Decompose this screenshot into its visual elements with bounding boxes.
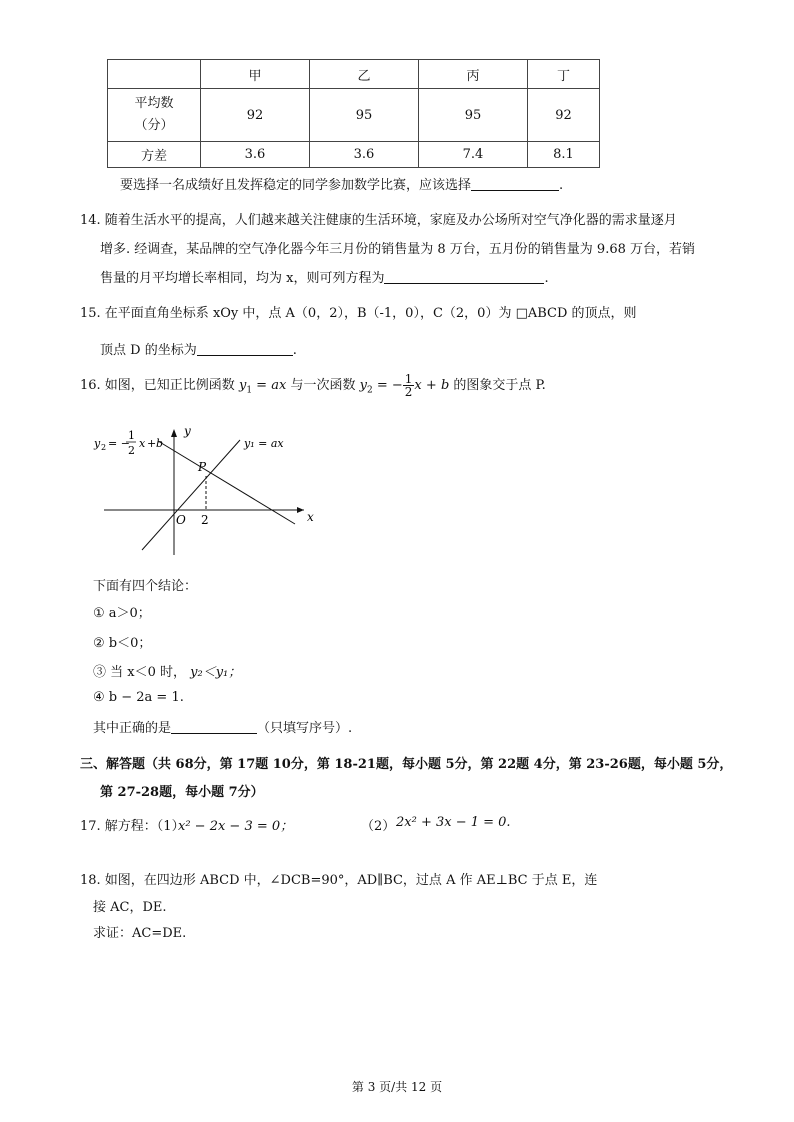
conclusion-3: [93, 661, 241, 680]
table-header-cell: 乙: [310, 60, 419, 89]
svg-text:y: y: [94, 437, 101, 450]
page-footer: 第 3 页/共 12 页: [351, 1080, 443, 1094]
tick-label: 2: [201, 513, 209, 527]
q17-equation-1: x² − 2x − 3 = 0；: [178, 819, 294, 834]
conclusion-2: ② b＜0；: [93, 636, 152, 651]
q16-text: 16. 如图，已知正比例函数: [80, 378, 235, 393]
svg-text:b: b: [156, 437, 164, 450]
table-cell: 92: [528, 89, 600, 142]
origin-label: O: [176, 513, 186, 527]
table-row: [108, 89, 600, 142]
line-y2: [158, 441, 295, 524]
table-header-cell: [108, 60, 201, 89]
q16-answer-text: 其中正确的是: [93, 721, 172, 736]
y-axis-label: y: [184, 425, 191, 438]
q17-label: 17. 解方程：（1）: [80, 819, 185, 834]
answer-blank: [471, 176, 559, 191]
y-axis-arrow: [171, 429, 177, 437]
q14-line2: 增多. 经调查，某品牌的空气净化器今年三月份的销售量为 8 万台，五月份的销售量为 9.68 万台，若销: [100, 242, 696, 257]
q14-line1: 14. 随着生活水平的提高，人们越来越关注健康的生活环境，家庭及办公场所对空气净化器的需求量逐月: [80, 213, 677, 228]
table-cell: 92: [201, 89, 310, 142]
line-y1: [142, 440, 240, 550]
q15-line1: 15. 在平面直角坐标系 xOy 中，点 A（0，2），B（-1，0），C（2，0）为 □ABCD 的顶点，则: [80, 306, 637, 321]
conclusion-1: ① a＞0；: [93, 606, 151, 621]
svg-text:x: x: [139, 437, 146, 450]
q15-end: .: [292, 343, 297, 358]
q15-line2: [100, 339, 297, 358]
conclusion-3-text: ③ 当 x＜0 时，: [93, 665, 186, 680]
function-graph: [90, 425, 330, 560]
answer-blank: [197, 341, 293, 356]
line-y2-label: [93, 429, 163, 457]
x-axis-label: x: [307, 510, 314, 524]
section-heading-line1: 三、解答题（共 68分，第 17题 10分，第 18-21题，每小题 5分，第 22题 4分，第 23-26题，每小题 5分，: [80, 757, 733, 772]
q15-text: 顶点 D 的坐标为: [100, 343, 197, 358]
answer-blank: [384, 269, 544, 284]
section-heading-line2: 第 27-28题，每小题 7分）: [100, 785, 264, 800]
row-label-line: （分）: [134, 118, 174, 133]
q18-line3: 求证：AC=DE.: [93, 926, 187, 941]
row-label: [108, 89, 201, 142]
svg-text:1: 1: [128, 429, 135, 442]
table-header-cell: 甲: [201, 60, 310, 89]
table-header-cell: 丙: [419, 60, 528, 89]
intersection-label: P: [198, 460, 207, 474]
x-axis-arrow: [297, 507, 304, 513]
table-cell: 3.6: [310, 142, 419, 168]
svg-text:+: +: [147, 437, 157, 450]
table-row: [108, 142, 600, 168]
q14-line3: [100, 267, 549, 286]
table-cell: 8.1: [528, 142, 600, 168]
q13-prompt: [120, 174, 563, 193]
q16-intro: 16. 如图，已知正比例函数 $y_1$ = ax 与一次函数 $y_2$ = − $\frac{1}{2}$ x + b 的图象交于点 P.: [80, 372, 546, 399]
svg-text:2: 2: [101, 443, 107, 452]
row-label: 方差: [108, 142, 201, 168]
q18-line2: 接 AC，DE.: [93, 900, 167, 915]
conclusions-intro: 下面有四个结论：: [93, 579, 198, 594]
table-header-cell: 丁: [528, 60, 600, 89]
svg-text:2: 2: [128, 444, 135, 457]
table-cell: 7.4: [419, 142, 528, 168]
q17-equation-2: 2x² + 3x − 1 = 0.: [396, 815, 511, 830]
q16-answer-text: （只填写序号）.: [257, 721, 353, 736]
q14-text: 售量的月平均增长率相同，均为 x，则可列方程为: [100, 271, 385, 286]
conclusion-3-text: y₂＜y₁；: [190, 665, 242, 680]
q18-line1: 18. 如图，在四边形 ABCD 中，∠DCB=90°，AD∥BC，过点 A 作 AE⊥BC 于点 E，连: [80, 873, 598, 888]
line-y1-label: y₁ = ax: [244, 437, 284, 450]
q17-label-2: （2）: [361, 819, 396, 834]
answer-blank: [171, 719, 257, 734]
table-cell: 3.6: [201, 142, 310, 168]
q16-text: 的图象交于点 P.: [453, 378, 546, 393]
fraction: $\frac{1}{2}$: [404, 372, 413, 399]
row-label-line: 平均数: [134, 96, 174, 111]
q16-text: 与一次函数: [290, 378, 356, 393]
table-cell: 95: [419, 89, 528, 142]
table-cell: 95: [310, 89, 419, 142]
q16-answer: [93, 717, 352, 736]
q14-end: .: [544, 271, 549, 286]
variance-table: [107, 59, 600, 168]
conclusion-4: ④ b − 2a = 1.: [93, 690, 184, 705]
q13-end: .: [559, 178, 564, 193]
svg-text:= −: = −: [108, 437, 130, 450]
q13-text: 要选择一名成绩好且发挥稳定的同学参加数学比赛，应该选择: [120, 178, 472, 193]
